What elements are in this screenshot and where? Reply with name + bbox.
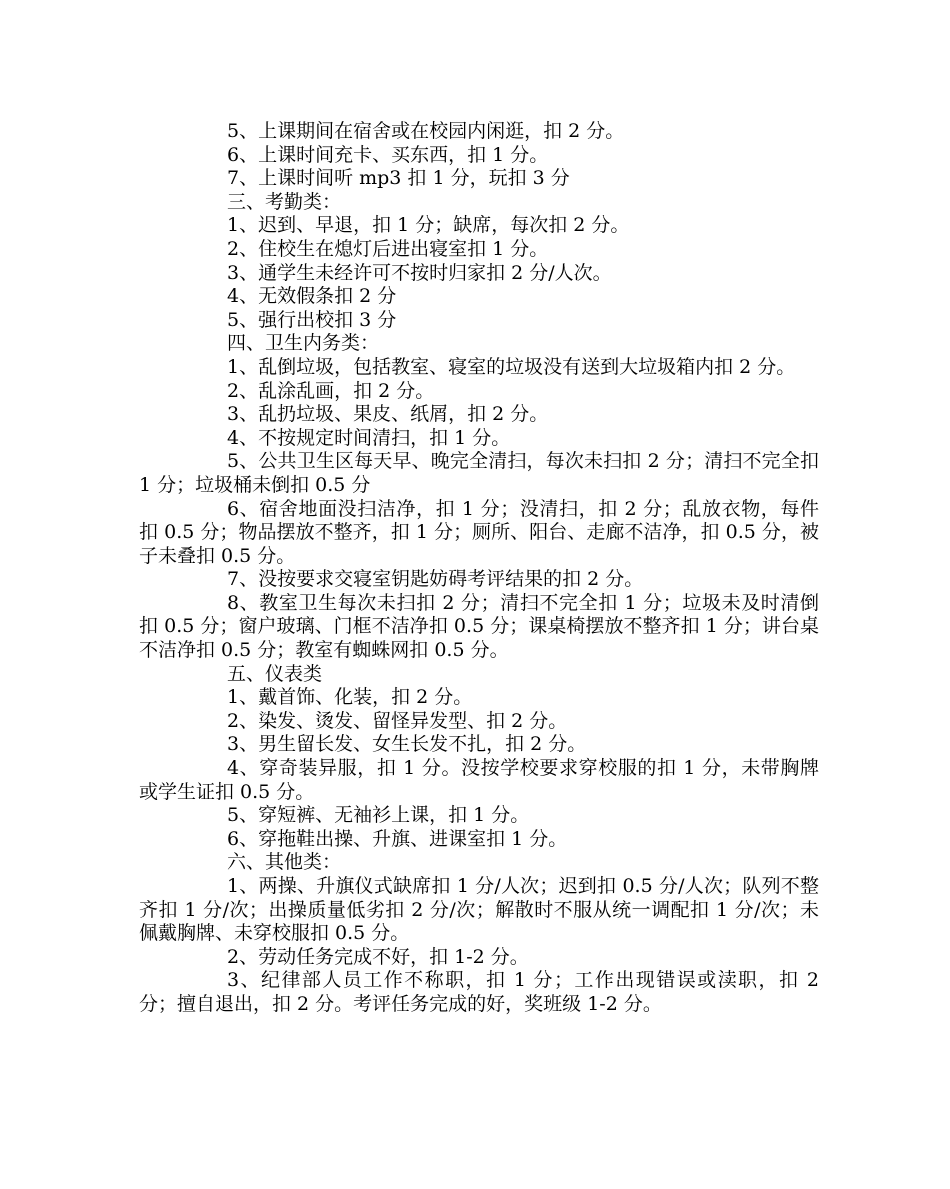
paragraph: 3、乱扔垃圾、果皮、纸屑，扣 2 分。 [227,403,549,426]
paragraph: 2、住校生在熄灯后进出寝室扣 1 分。 [227,237,549,260]
paragraph: 5、强行出校扣 3 分 [227,308,397,331]
paragraph: 6、宿舍地面没扫洁净，扣 1 分；没清扫，扣 2 分；乱放衣物，每件扣 0.5 分；物品摆放不整齐，扣 1 分；厕所、阳台、走廊不洁净，扣 0.5 分，被子未叠扣 0.5 分。 [139,497,819,567]
paragraph: 2、染发、烫发、留怪异发型、扣 2 分。 [227,709,568,732]
section-heading: 五、仪表类 [227,662,323,685]
paragraph: 3、男生留长发、女生长发不扎，扣 2 分。 [227,733,587,756]
paragraph: 7、上课时间听 mp3 扣 1 分，玩扣 3 分 [227,167,570,190]
section-heading: 三、考勤类： [227,190,342,213]
paragraph: 1、迟到、早退，扣 1 分；缺席，每次扣 2 分。 [227,214,630,237]
paragraph: 2、乱涂乱画，扣 2 分。 [227,379,435,402]
paragraph: 3、通学生未经许可不按时归家扣 2 分/人次。 [227,261,612,284]
section-heading: 六、其他类： [227,851,342,874]
paragraph: 6、穿拖鞋出操、升旗、进课室扣 1 分。 [227,827,568,850]
paragraph: 5、穿短裤、无袖衫上课，扣 1 分。 [227,804,530,827]
paragraph: 7、没按要求交寝室钥匙妨碍考评结果的扣 2 分。 [227,568,644,591]
paragraph: 1、乱倒垃圾，包括教室、寝室的垃圾没有送到大垃圾箱内扣 2 分。 [227,355,796,378]
paragraph: 1、两操、升旗仪式缺席扣 1 分/人次；迟到扣 0.5 分/人次；队列不整齐扣 1 分/次；出操质量低劣扣 2 分/次；解散时不服从统一调配扣 1 分/次；未佩戴胸牌、未穿校服扣 0.5 分。 [139,875,819,945]
paragraph: 6、上课时间充卡、买东西，扣 1 分。 [227,143,549,166]
paragraph: 3、纪律部人员工作不称职，扣 1 分；工作出现错误或渎职，扣 2 分；擅自退出，扣 2 分。考评任务完成的好，奖班级 1-2 分。 [139,969,819,1015]
paragraph: 1、戴首饰、化装，扣 2 分。 [227,686,473,709]
paragraph: 5、公共卫生区每天早、晚完全清扫，每次未扫扣 2 分；清扫不完全扣 1 分；垃圾桶未倒扣 0.5 分 [139,450,819,496]
paragraph: 2、劳动任务完成不好，扣 1-2 分。 [227,945,529,968]
paragraph: 4、穿奇装异服，扣 1 分。没按学校要求穿校服的扣 1 分，未带胸牌或学生证扣 0.5 分。 [139,757,819,803]
paragraph: 4、无效假条扣 2 分 [227,285,397,308]
section-heading: 四、卫生内务类： [227,332,380,355]
paragraph: 4、不按规定时间清扫，扣 1 分。 [227,426,511,449]
paragraph: 5、上课期间在宿舍或在校园内闲逛，扣 2 分。 [227,120,625,142]
paragraph: 8、教室卫生每次未扫扣 2 分；清扫不完全扣 1 分；垃圾未及时清倒扣 0.5 分；窗户玻璃、门框不洁净扣 0.5 分；课桌椅摆放不整齐扣 1 分；讲台桌不洁净扣 0.5 分；教室有蜘蛛网扣 0.5 分。 [139,591,819,662]
document-body [139,120,819,1017]
